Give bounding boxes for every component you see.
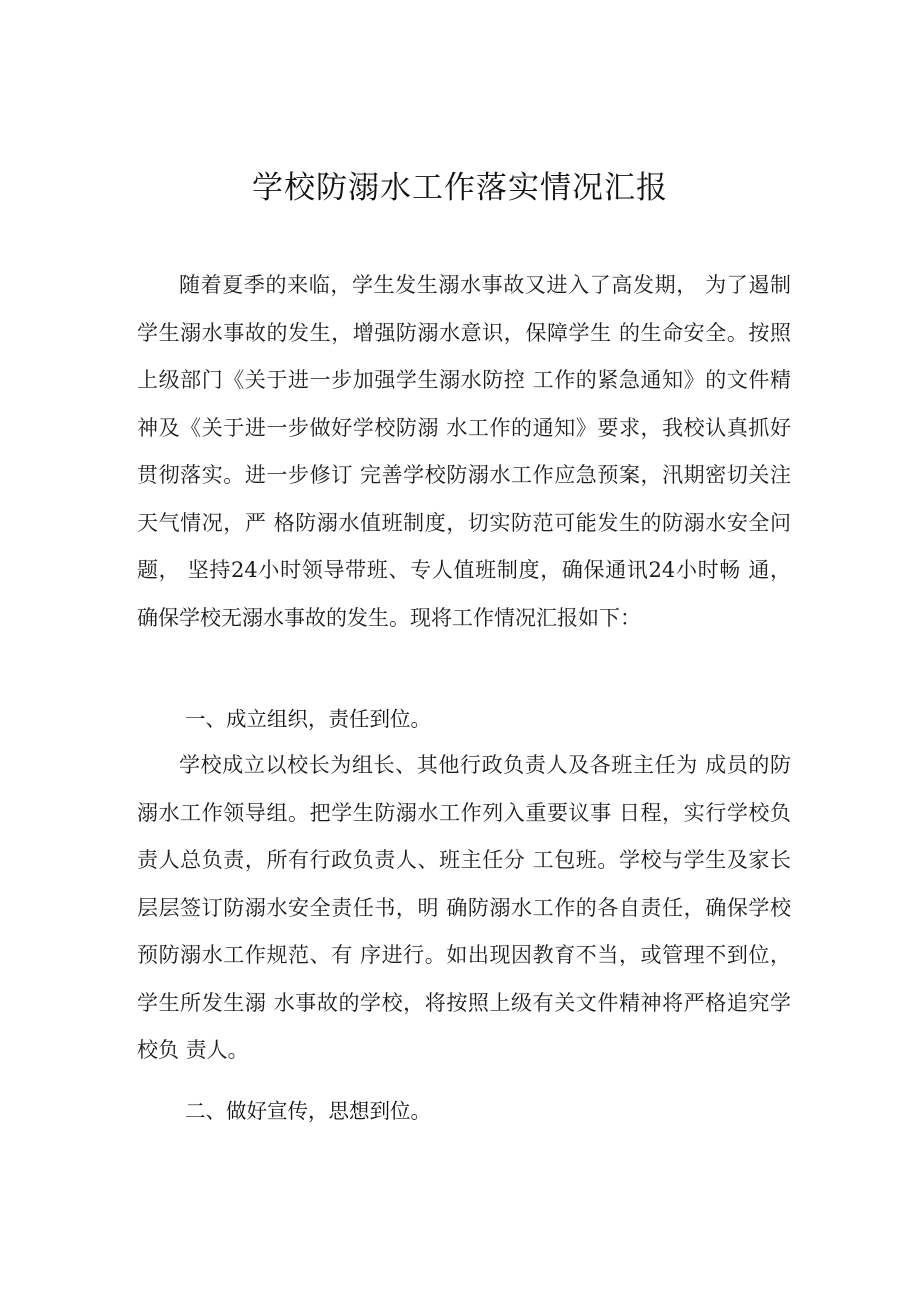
document-title: 学校防溺水工作落实情况汇报: [252, 170, 668, 206]
intro-paragraph: 随着夏季的来临，学生发生溺水事故又进入了高发期， 为了遏制学生溺水事故的发生，增强防溺水意识，保障学生 的生命安全。按照上级部门《关于进一步加强学生溺水防控 工作的紧急通知》的文件精神及《关于进一步做好学校防溺 水工作的通知》要求，我校认真抓好贯彻落实。进一步修订 完善学校防溺水工作应急预案，汛期密切关注天气情况，严 格防溺水值班制度，切实防范可能发生的防溺水安全问题， 坚持24小时领导带班、专人值班制度，确保通讯24小时畅 通，确保学校无溺水事故的发生。现将工作情况汇报如下：: [137, 273, 791, 630]
section-heading-2: 二、做好宣传，思想到位。: [185, 1099, 431, 1123]
section-body-1: 学校成立以校长为组长、其他行政负责人及各班主任为 成员的防溺水工作领导组。把学生防溺水工作列入重要议事 日程，实行学校负责人总负责，所有行政负责人、班主任分 工包班。学校与学生及家长层层签订防溺水安全责任书，明 确防溺水工作的各自责任，确保学校预防溺水工作规范、有 序进行。如出现因教育不当，或管理不到位，学生所发生溺 水事故的学校，将按照上级有关文件精神将严格追究学校负 责人。: [137, 753, 791, 1062]
section-heading-1: 一、成立组织，责任到位。: [185, 707, 431, 731]
